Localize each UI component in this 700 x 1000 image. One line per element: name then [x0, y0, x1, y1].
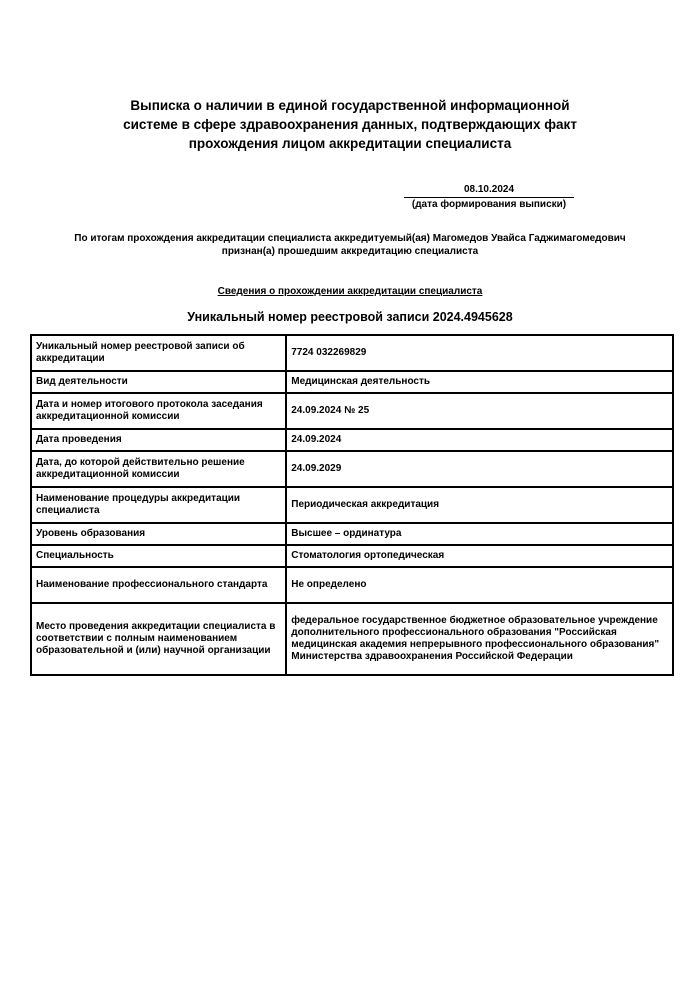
table-row: [31, 603, 673, 675]
document-title-line: прохождения лицом аккредитации специалиста: [188, 136, 512, 151]
intro-line: признан(а) прошедшим аккредитацию специалиста: [221, 246, 479, 257]
accreditation-table: [30, 334, 674, 676]
row-value: Высшее – ординатура: [286, 523, 673, 545]
row-value: 7724 032269829: [286, 335, 673, 371]
row-value: Стоматология ортопедическая: [286, 545, 673, 567]
table-row: [31, 545, 673, 567]
document-title-line: Выписка о наличии в единой государственной информационной: [130, 98, 570, 113]
row-label: Наименование процедуры аккредитации специалиста: [31, 487, 286, 523]
table-row: [31, 487, 673, 523]
row-label: Наименование профессионального стандарта: [31, 567, 286, 603]
document-title-line: системе в сфере здравоохранения данных, подтверждающих факт: [123, 117, 577, 132]
table-row: [31, 393, 673, 429]
intro-statement: [40, 232, 660, 258]
row-value: Периодическая аккредитация: [286, 487, 673, 523]
table-row: [31, 335, 673, 371]
row-label: Дата, до которой действительно решение аккредитационной комиссии: [31, 451, 286, 487]
intro-line: По итогам прохождения аккредитации специалиста аккредитуемый(ая) Магомедов Увайса Гаджимагомедович: [74, 233, 626, 244]
row-value: федеральное государственное бюджетное образовательное учреждение дополнительного профессионального образования "Российская медицинская академия непрерывного профессионального образования" Министерства здравоохранения Российской Федерации: [286, 603, 673, 675]
row-label: Дата проведения: [31, 429, 286, 451]
section-title-text: Сведения о прохождении аккредитации специалиста: [217, 286, 483, 297]
row-label: Дата и номер итогового протокола заседания аккредитационной комиссии: [31, 393, 286, 429]
issue-date: 08.10.2024: [404, 183, 574, 198]
row-label: Уровень образования: [31, 523, 286, 545]
row-label: Место проведения аккредитации специалиста в соответствии с полным наименованием образовательной и (или) научной организации: [31, 603, 286, 675]
issue-date-block: [404, 183, 574, 211]
row-value: 24.09.2024: [286, 429, 673, 451]
row-label: Специальность: [31, 545, 286, 567]
table-row: [31, 451, 673, 487]
table-row: [31, 567, 673, 603]
document-title: [60, 96, 640, 153]
row-value: Не определено: [286, 567, 673, 603]
section-title: [100, 285, 600, 298]
issue-date-caption: (дата формирования выписки): [411, 199, 567, 210]
table-row: [31, 429, 673, 451]
table-row: [31, 523, 673, 545]
row-value: Медицинская деятельность: [286, 371, 673, 393]
row-label: Уникальный номер реестровой записи об аккредитации: [31, 335, 286, 371]
row-value: 24.09.2024 № 25: [286, 393, 673, 429]
registry-heading: Уникальный номер реестровой записи 2024.4945628: [187, 310, 513, 324]
table-row: [31, 371, 673, 393]
row-value: 24.09.2029: [286, 451, 673, 487]
row-label: Вид деятельности: [31, 371, 286, 393]
